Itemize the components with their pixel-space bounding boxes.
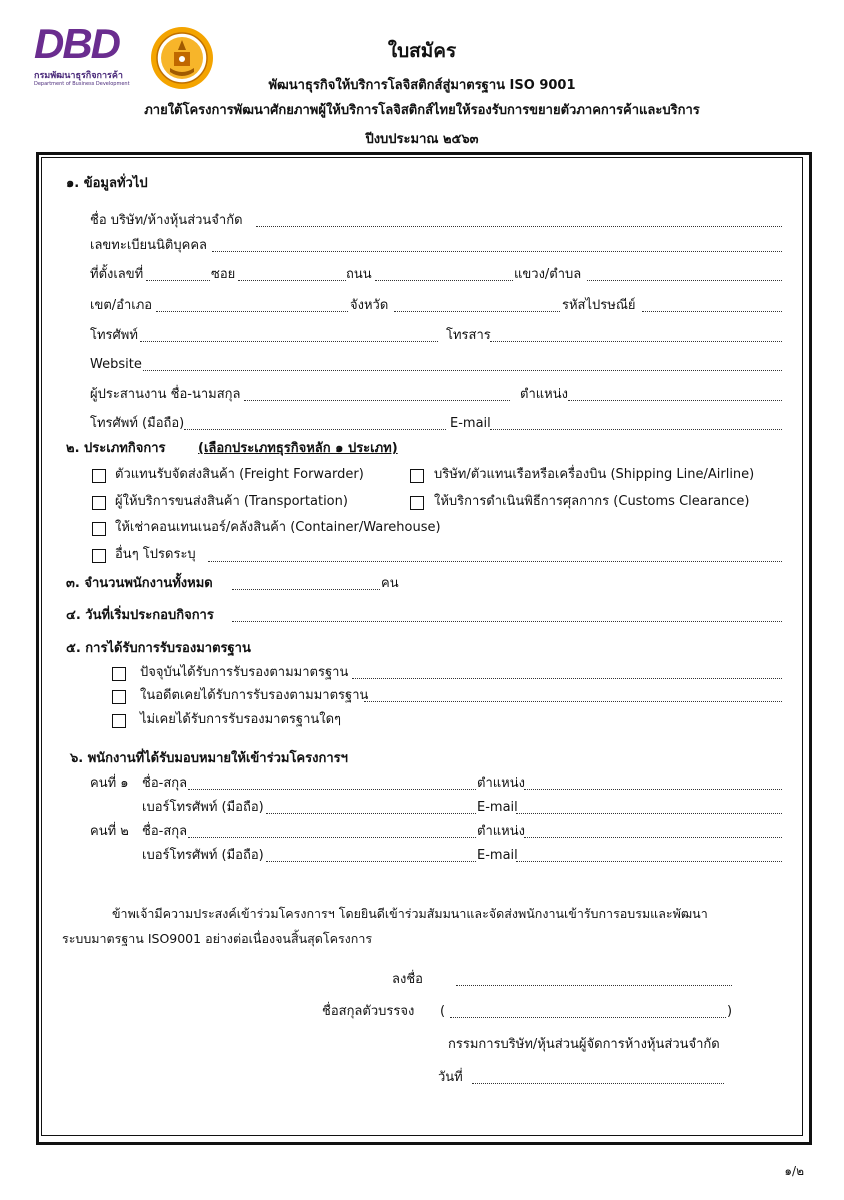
project-name: ภายใต้โครงการพัฒนาศักยภาพผู้ให้บริการโลจิสติกส์ไทยให้รองรับการขยายตัวภาคการค้าและบริการ bbox=[144, 103, 700, 118]
person-2-label: คนที่ ๒ bbox=[90, 824, 129, 839]
address-number-label: ที่ตั้งเลขที่ bbox=[90, 267, 144, 282]
section-4-heading: ๔. วันที่เริ่มประกอบกิจการ bbox=[66, 608, 214, 623]
person-1-position-field[interactable] bbox=[524, 789, 782, 790]
phone-field[interactable] bbox=[140, 341, 438, 342]
website-field[interactable] bbox=[143, 370, 782, 371]
start-date-field[interactable] bbox=[232, 621, 782, 622]
district-field[interactable] bbox=[156, 311, 348, 312]
section-3-heading: ๓. จำนวนพนักงานทั้งหมด bbox=[66, 576, 213, 591]
road-field[interactable] bbox=[375, 280, 513, 281]
date-field[interactable] bbox=[472, 1083, 724, 1084]
option-container-warehouse: ให้เช่าคอนเทนเนอร์/คลังสินค้า (Container/Warehouse) bbox=[115, 520, 441, 535]
person-2-name-label: ชื่อ-สกุล bbox=[142, 824, 188, 839]
person-1-email-label: E-mail bbox=[477, 800, 518, 815]
checkbox-customs-clearance[interactable] bbox=[410, 496, 424, 510]
current-standard-field[interactable] bbox=[352, 678, 782, 679]
person-2-position-label: ตำแหน่ง bbox=[477, 824, 525, 839]
section-2-note: (เลือกประเภทธุรกิจหลัก ๑ ประเภท) bbox=[198, 441, 398, 456]
employee-count-field[interactable] bbox=[232, 589, 380, 590]
other-specify-field[interactable] bbox=[208, 561, 782, 562]
checkbox-container-warehouse[interactable] bbox=[92, 522, 106, 536]
person-1-position-label: ตำแหน่ง bbox=[477, 776, 525, 791]
registration-number-label: เลขทะเบียนนิติบุคคล bbox=[90, 238, 207, 253]
checkbox-other[interactable] bbox=[92, 549, 106, 563]
person-1-label: คนที่ ๑ bbox=[90, 776, 129, 791]
person-1-name-label: ชื่อ-สกุล bbox=[142, 776, 188, 791]
option-never-certified: ไม่เคยได้รับการรับรองมาตรฐานใดๆ bbox=[140, 712, 342, 727]
printed-name-field[interactable] bbox=[450, 1017, 726, 1018]
person-1-mobile-field[interactable] bbox=[266, 813, 476, 814]
printed-name-open-paren: ( bbox=[440, 1004, 446, 1019]
coordinator-mobile-label: โทรศัพท์ (มือถือ) bbox=[90, 416, 185, 431]
checkbox-freight-forwarder[interactable] bbox=[92, 469, 106, 483]
option-transportation: ผู้ให้บริการขนส่งสินค้า (Transportation) bbox=[115, 494, 348, 509]
person-2-email-field[interactable] bbox=[516, 861, 782, 862]
subdistrict-label: แขวง/ตำบล bbox=[514, 267, 582, 282]
section-5-heading: ๕. การได้รับการรับรองมาตรฐาน bbox=[66, 641, 251, 656]
postcode-field[interactable] bbox=[642, 311, 782, 312]
previous-standard-field[interactable] bbox=[364, 701, 782, 702]
phone-label: โทรศัพท์ bbox=[90, 328, 138, 343]
soi-label: ซอย bbox=[211, 267, 236, 282]
coordinator-mobile-field[interactable] bbox=[184, 429, 446, 430]
person-2-position-field[interactable] bbox=[524, 837, 782, 838]
fiscal-year: ปีงบประมาณ ๒๕๖๓ bbox=[365, 132, 479, 147]
person-2-email-label: E-mail bbox=[477, 848, 518, 863]
postcode-label: รหัสไปรษณีย์ bbox=[562, 298, 636, 313]
section-2-heading: ๒. ประเภทกิจการ bbox=[66, 441, 166, 456]
checkbox-never-certified[interactable] bbox=[112, 714, 126, 728]
coordinator-position-label: ตำแหน่ง bbox=[520, 387, 568, 402]
checkbox-currently-certified[interactable] bbox=[112, 667, 126, 681]
fax-label: โทรสาร bbox=[446, 328, 491, 343]
signature-label: ลงชื่อ bbox=[392, 972, 423, 987]
dbd-logo-wordmark: DBD bbox=[34, 20, 119, 67]
declaration-line-1: ข้าพเจ้ามีความประสงค์เข้าร่วมโครงการฯ โดยยินดีเข้าร่วมสัมมนาและจัดส่งพนักงานเข้ารับการอบรมและพัฒนา bbox=[112, 906, 708, 921]
coordinator-name-field[interactable] bbox=[244, 400, 510, 401]
page-number: ๑/๒ bbox=[784, 1164, 804, 1178]
person-1-mobile-label: เบอร์โทรศัพท์ (มือถือ) bbox=[142, 800, 264, 815]
address-number-field[interactable] bbox=[146, 280, 210, 281]
signature-field[interactable] bbox=[456, 985, 732, 986]
province-field[interactable] bbox=[394, 311, 560, 312]
employee-unit: คน bbox=[381, 576, 399, 591]
form-title: ใบสมัคร bbox=[387, 40, 457, 62]
coordinator-email-field[interactable] bbox=[490, 429, 782, 430]
person-1-name-field[interactable] bbox=[188, 789, 476, 790]
soi-field[interactable] bbox=[238, 280, 346, 281]
option-freight-forwarder: ตัวแทนรับจัดส่งสินค้า (Freight Forwarder) bbox=[115, 467, 364, 482]
person-2-mobile-label: เบอร์โทรศัพท์ (มือถือ) bbox=[142, 848, 264, 863]
coordinator-email-label: E-mail bbox=[450, 416, 491, 431]
signer-role: กรรมการบริษัท/หุ้นส่วนผู้จัดการห้างหุ้นส่วนจำกัด bbox=[448, 1037, 720, 1052]
printed-name-close-paren: ) bbox=[727, 1004, 733, 1019]
section-6-heading: ๖. พนักงานที่ได้รับมอบหมายให้เข้าร่วมโครงการฯ bbox=[70, 751, 348, 766]
option-previously-certified: ในอดีตเคยได้รับการรับรองตามมาตรฐาน bbox=[140, 688, 369, 703]
subdistrict-field[interactable] bbox=[587, 280, 782, 281]
person-1-email-field[interactable] bbox=[516, 813, 782, 814]
declaration-line-2: ระบบมาตรฐาน ISO9001 อย่างต่อเนื่องจนสิ้นสุดโครงการ bbox=[62, 931, 373, 946]
option-customs-clearance: ให้บริการดำเนินพิธีการศุลกากร (Customs Clearance) bbox=[434, 494, 750, 509]
website-label: Website bbox=[90, 357, 142, 372]
checkbox-previously-certified[interactable] bbox=[112, 690, 126, 704]
date-label: วันที่ bbox=[438, 1070, 463, 1085]
checkbox-transportation[interactable] bbox=[92, 496, 106, 510]
checkbox-shipping-line[interactable] bbox=[410, 469, 424, 483]
district-label: เขต/อำเภอ bbox=[90, 298, 153, 313]
section-1-heading: ๑. ข้อมูลทั่วไป bbox=[66, 176, 148, 191]
option-currently-certified: ปัจจุบันได้รับการรับรองตามมาตรฐาน bbox=[140, 665, 349, 680]
coordinator-name-label: ผู้ประสานงาน ชื่อ-นามสกุล bbox=[90, 387, 241, 402]
province-label: จังหวัด bbox=[350, 298, 389, 313]
person-2-mobile-field[interactable] bbox=[266, 861, 476, 862]
option-shipping-line: บริษัท/ตัวแทนเรือหรือเครื่องบิน (Shipping Line/Airline) bbox=[434, 467, 755, 482]
option-other: อื่นๆ โปรดระบุ bbox=[115, 547, 196, 562]
coordinator-position-field[interactable] bbox=[568, 400, 782, 401]
registration-number-field[interactable] bbox=[212, 251, 782, 252]
company-name-label: ชื่อ บริษัท/ห้างหุ้นส่วนจำกัด bbox=[90, 213, 243, 228]
road-label: ถนน bbox=[346, 267, 372, 282]
dbd-logo-thai-name: กรมพัฒนาธุรกิจการค้า bbox=[34, 71, 123, 81]
dbd-logo-english-name: Department of Business Development bbox=[34, 81, 130, 87]
fax-field[interactable] bbox=[490, 341, 782, 342]
printed-name-label: ชื่อสกุลตัวบรรจง bbox=[322, 1004, 415, 1019]
person-2-name-field[interactable] bbox=[188, 837, 476, 838]
company-name-field[interactable] bbox=[256, 226, 782, 227]
form-subtitle: พัฒนาธุรกิจให้บริการโลจิสติกส์สู่มาตรฐาน ISO 9001 bbox=[268, 78, 576, 93]
